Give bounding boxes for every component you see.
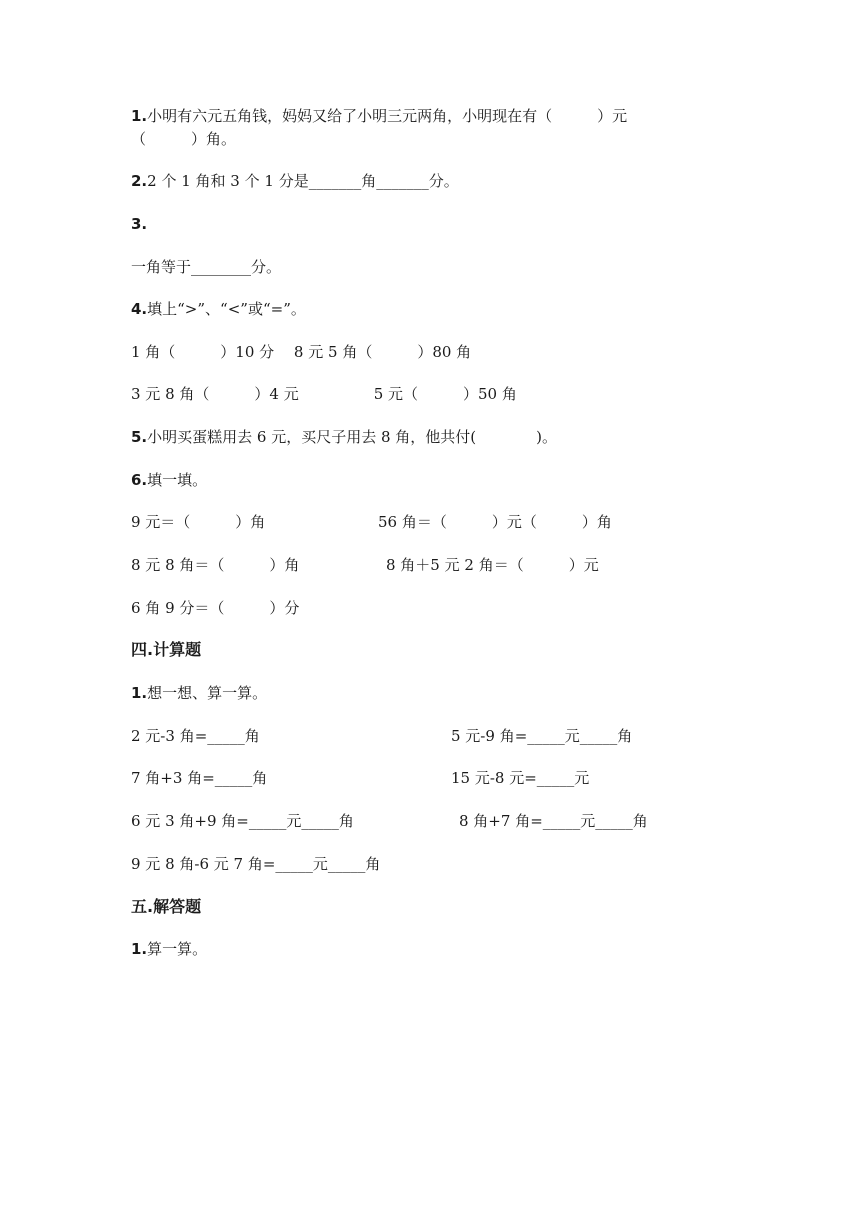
question-5 (131, 426, 557, 448)
section-heading-answer: 五.解答题 (131, 897, 202, 916)
question-number: 1. (131, 684, 148, 702)
question-number: 5. (131, 428, 148, 446)
question-title: 算一算。 (147, 940, 208, 958)
calc-question-1 (131, 682, 267, 704)
question-3-text (131, 256, 281, 278)
section-heading-calc: 四.计算题 (131, 640, 202, 659)
compare-row-text: 3 元 8 角（ ）4 元 5 元（ ）50 角 (131, 385, 517, 403)
question-text: （ ）角。 (131, 130, 237, 148)
question-number: 6. (131, 471, 148, 489)
calc-item: 5 元-9 角=_____元_____角 (451, 727, 633, 745)
question-number: 1. (131, 940, 148, 958)
calc-item: 15 元-8 元=_____元 (451, 769, 590, 787)
question-text: 一角等于________分。 (131, 258, 282, 276)
question-3 (131, 213, 147, 235)
calc-item: 9 元 8 角-6 元 7 角=_____元_____角 (131, 855, 381, 873)
question-text: 小明买蛋糕用去 6 元，买尺子用去 8 角，他共付( )。 (147, 428, 558, 446)
question-title: 填上“>”、“<”或“=”。 (147, 300, 306, 318)
question-2 (131, 170, 459, 192)
answer-question-1 (131, 938, 207, 960)
question-number: 1. (131, 107, 148, 125)
compare-row-1 (131, 341, 471, 363)
question-title: 想一想、算一算。 (147, 684, 268, 702)
question-number: 2. (131, 172, 148, 190)
question-1 (131, 105, 627, 127)
fill-item: 8 角＋5 元 2 角＝（ ）元 (386, 556, 599, 574)
fill-item: 8 元 8 角＝（ ）角 (131, 556, 300, 574)
question-6 (131, 469, 207, 491)
question-text: 2 个 1 角和 3 个 1 分是_______角_______分。 (147, 172, 459, 190)
calc-item: 2 元-3 角=_____角 (131, 727, 260, 745)
fill-item: 6 角 9 分＝（ ）分 (131, 599, 300, 617)
question-1-continued (131, 128, 236, 150)
question-number: 3. (131, 215, 148, 233)
fill-item: 56 角＝（ ）元（ ）角 (378, 513, 612, 531)
question-4 (131, 298, 306, 320)
question-title: 填一填。 (147, 471, 208, 489)
calc-item: 8 角+7 角=_____元_____角 (459, 812, 648, 830)
calc-item: 7 角+3 角=_____角 (131, 769, 268, 787)
question-number: 4. (131, 300, 148, 318)
compare-row-2 (131, 383, 517, 405)
calc-item: 6 元 3 角+9 角=_____元_____角 (131, 812, 354, 830)
fill-item: 9 元＝（ ）角 (131, 513, 266, 531)
compare-row-text: 1 角（ ）10 分 8 元 5 角（ ）80 角 (131, 343, 472, 361)
question-text: 小明有六元五角钱，妈妈又给了小明三元两角，小明现在有（ ）元 (147, 107, 628, 125)
